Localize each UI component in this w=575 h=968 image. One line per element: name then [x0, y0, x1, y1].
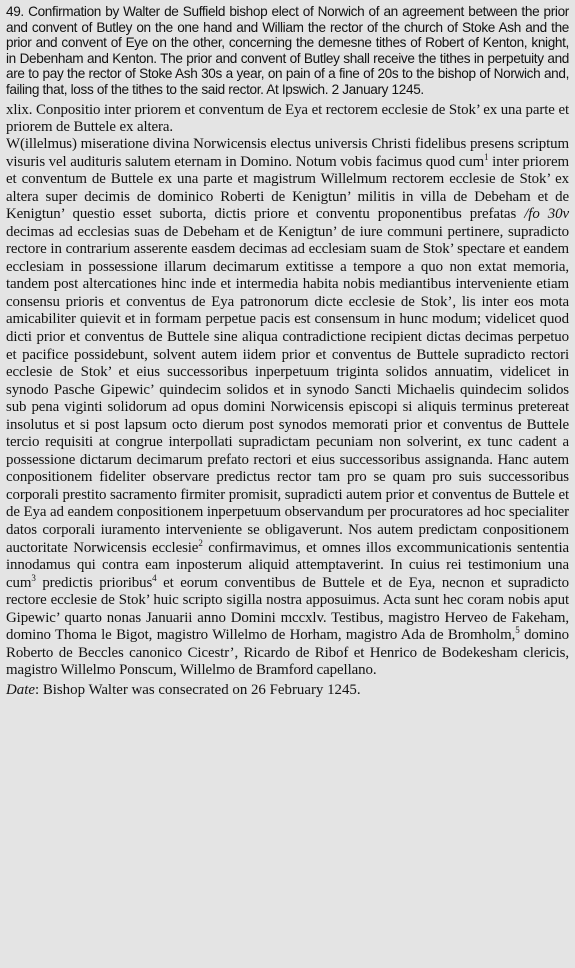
calendar-summary	[6, 4, 569, 98]
date-label: Date	[6, 681, 35, 698]
date-note	[6, 682, 569, 699]
charter-text-part-4: confirmavimus, et omnes illos excommunicationis sententia innodamus qui contra eam inposterum aliquid attemptaverint. In cuius rei testimonium una cum	[6, 539, 569, 591]
charter-text-part-1: W(illelmus) miseratione divina Norwicensis electus universis Christi fidelibus presens scriptum visuris vel audituris salutem eternam in Domino. Notum vobis facimus quod cum	[6, 135, 569, 170]
footnote-marker-2: 2	[198, 537, 203, 548]
footnote-marker-3: 3	[31, 572, 36, 583]
footnote-marker-5: 5	[515, 625, 520, 636]
charter-text-part-7: domino Roberto de Beccles canonico Cicestr’, Ricardo de Ribof et Henrico de Bodekesham clericis, magistro Willelmo Ponscum, Willelmo de Bramford capellano.	[6, 627, 569, 679]
footnote-marker-4: 4	[152, 572, 157, 583]
footnote-marker-1: 1	[484, 151, 489, 162]
charter-text-part-3: decimas ad ecclesias suas de Debeham et de Kenigtun’ de iure communi pertinere, supradicto rectore in contrarium asserente easdem decimas ad ecclesiam suam de Stok’ spectare et eandem ecclesiam in possessione illarum decimarum extitisse a tempore a quo non extat memoria, tandem post altercationes hinc inde et intermedia habita nobis mediantibus interveniente etiam consensu prioris et conventus de Eya patronorum dicte ecclesie de Stok’, lis inter eos mota amicabiliter quievit et in formam perpetue pacis est consensum in hunc modum; videlicet quod dicti prior et conventus de Buttele sine aliqua contradictione recipient dictas decimas perpetuo et pacifice possidebunt, solvent autem iidem prior et conventus de Buttele supradicto rectori ecclesie de Stok’ et eius successoribus inperpetuum triginta solidos annuatim, videlicet in synodo Pasche Gipewic’ quindecim solidos et in synodo Sancti Michaelis quindecim solidos sub pena viginti solidorum ad opus domini Norwicensis episcopi si aliquis terminus pretereat insolutus et si post lapsum octo dierum post synodos memorati prior et conventus de Buttele tercio requisiti at congrue interpollati supradictam pecuniam non solverint, ex tunc cadent a possessione dictarum decimarum prefato rectori et eius successoribus assignanda. Hanc autem conpositionem fideliter observare predictus rector tam pro se quam pro suis successoribus corporali prestito sacramento firmiter promisit, supradicti autem prior et conventus de Buttele et de Eya ad eandem conpositionem inperpetuum observandum per procuratores ad hoc specialiter datos corporali iuramento interveniente se obligaverunt. Nos autem predictam conpositionem auctoritate Norwicensis ecclesie	[6, 223, 569, 556]
date-note-text: : Bishop Walter was consecrated on 26 February 1245.	[34, 681, 361, 698]
charter-text-part-2: inter priorem et conventum de Buttele ex una parte et magistrum Willelmum rectorem ecclesie de Stok’ ex altera super decimis de dominico Roberti de Kenigtun’ militis in villa de Debeham et de Kenigtun’ questio esset suborta, dictis priore et conventu proponentibus prefatas	[6, 153, 569, 223]
charter-text-part-6: et eorum conventibus de Buttele et de Eya, necnon et supradicto rectore ecclesie de Stok’ huic scripto sigilla nostra apposuimus. Acta sunt hec coram nobis aput Gipewic’ quarto nonas Januarii anno Domini mccxlv. Testibus, magistro Herveo de Fakeham, domino Thoma le Bigot, magistro Willelmo de Horham, magistro Ada de Bromholm,	[6, 574, 569, 644]
latin-rubric: xlix. Conpositio inter priorem et conventum de Eya et rectorem ecclesie de Stok’ ex una parte et priorem de Buttele ex altera.	[6, 101, 569, 135]
folio-reference: /fo 30v	[524, 206, 570, 223]
charter-text	[6, 136, 569, 680]
summary-text: Confirmation by Walter de Suffield bishop elect of Norwich of an agreement between the prior and convent of Butley on the one hand and William the rector of the church of Stoke Ash and the prior and convent of Eye on the other, concerning the demesne tithes of Robert of Kenton, knight, in Debenham and Kenton. The prior and convent of Butley shall receive the tithes in perpetuity and are to pay the rector of Stoke Ash 30s a year, on pain of a fine of 20s to the bishop of Norwich and, failing that, loss of the tithes to the said rector. At Ipswich. 2 January 1245.	[6, 4, 569, 97]
charter-text-part-5: predictis prioribus	[35, 574, 153, 591]
entry-number: 49.	[6, 4, 24, 19]
